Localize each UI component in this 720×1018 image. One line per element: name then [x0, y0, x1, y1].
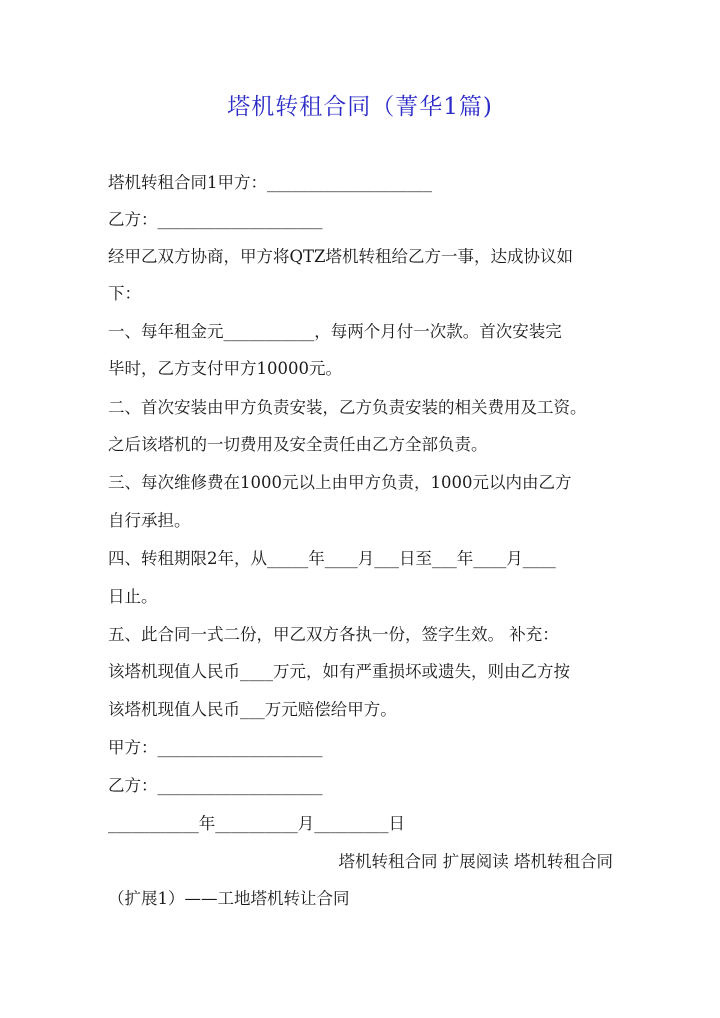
clause-2-line: 二、首次安装由甲方负责安装，乙方负责安装的相关费用及工资。 — [108, 398, 587, 417]
signature-party-b: 乙方：____________________ — [108, 776, 323, 795]
paragraph-line: 经甲乙双方协商，甲方将QTZ塔机转租给乙方一事，达成协议如 — [108, 247, 573, 266]
signature-date: ___________年__________月_________日 — [108, 814, 405, 833]
clause-1-line: 毕时，乙方支付甲方10000元。 — [108, 359, 342, 378]
clause-2-line: 之后该塔机的一切费用及安全责任由乙方全部负责。 — [108, 435, 488, 454]
clause-5-line: 该塔机现值人民币___万元赔偿给甲方。 — [108, 700, 397, 719]
extended-reading-item[interactable]: （扩展1）——工地塔机转让合同 — [108, 889, 350, 908]
clause-4-line: 日止。 — [108, 587, 158, 606]
clause-4-line: 四、转租期限2年，从_____年____月___日至___年____月____ — [108, 549, 556, 568]
party-b-line: 乙方：____________________ — [108, 210, 323, 229]
clause-5-line: 五、此合同一式二份，甲乙双方各执一份，签字生效。 补充： — [108, 625, 559, 644]
clause-3-line: 自行承担。 — [108, 511, 191, 530]
document-title: 塔机转租合同（菁华1篇) — [227, 94, 493, 120]
party-a-line: 塔机转租合同1甲方：____________________ — [108, 173, 432, 192]
clause-5-line: 该塔机现值人民币____万元，如有严重损坏或遗失，则由乙方按 — [108, 662, 570, 681]
signature-party-a: 甲方：____________________ — [108, 738, 323, 757]
paragraph-line: 下： — [108, 284, 141, 303]
extended-reading-link[interactable]: 塔机转租合同 扩展阅读 塔机转租合同 — [338, 852, 613, 871]
clause-1-line: 一、每年租金元___________，每两个月付一次款。首次安装完 — [108, 322, 562, 341]
clause-3-line: 三、每次维修费在1000元以上由甲方负责，1000元以内由乙方 — [108, 473, 572, 492]
